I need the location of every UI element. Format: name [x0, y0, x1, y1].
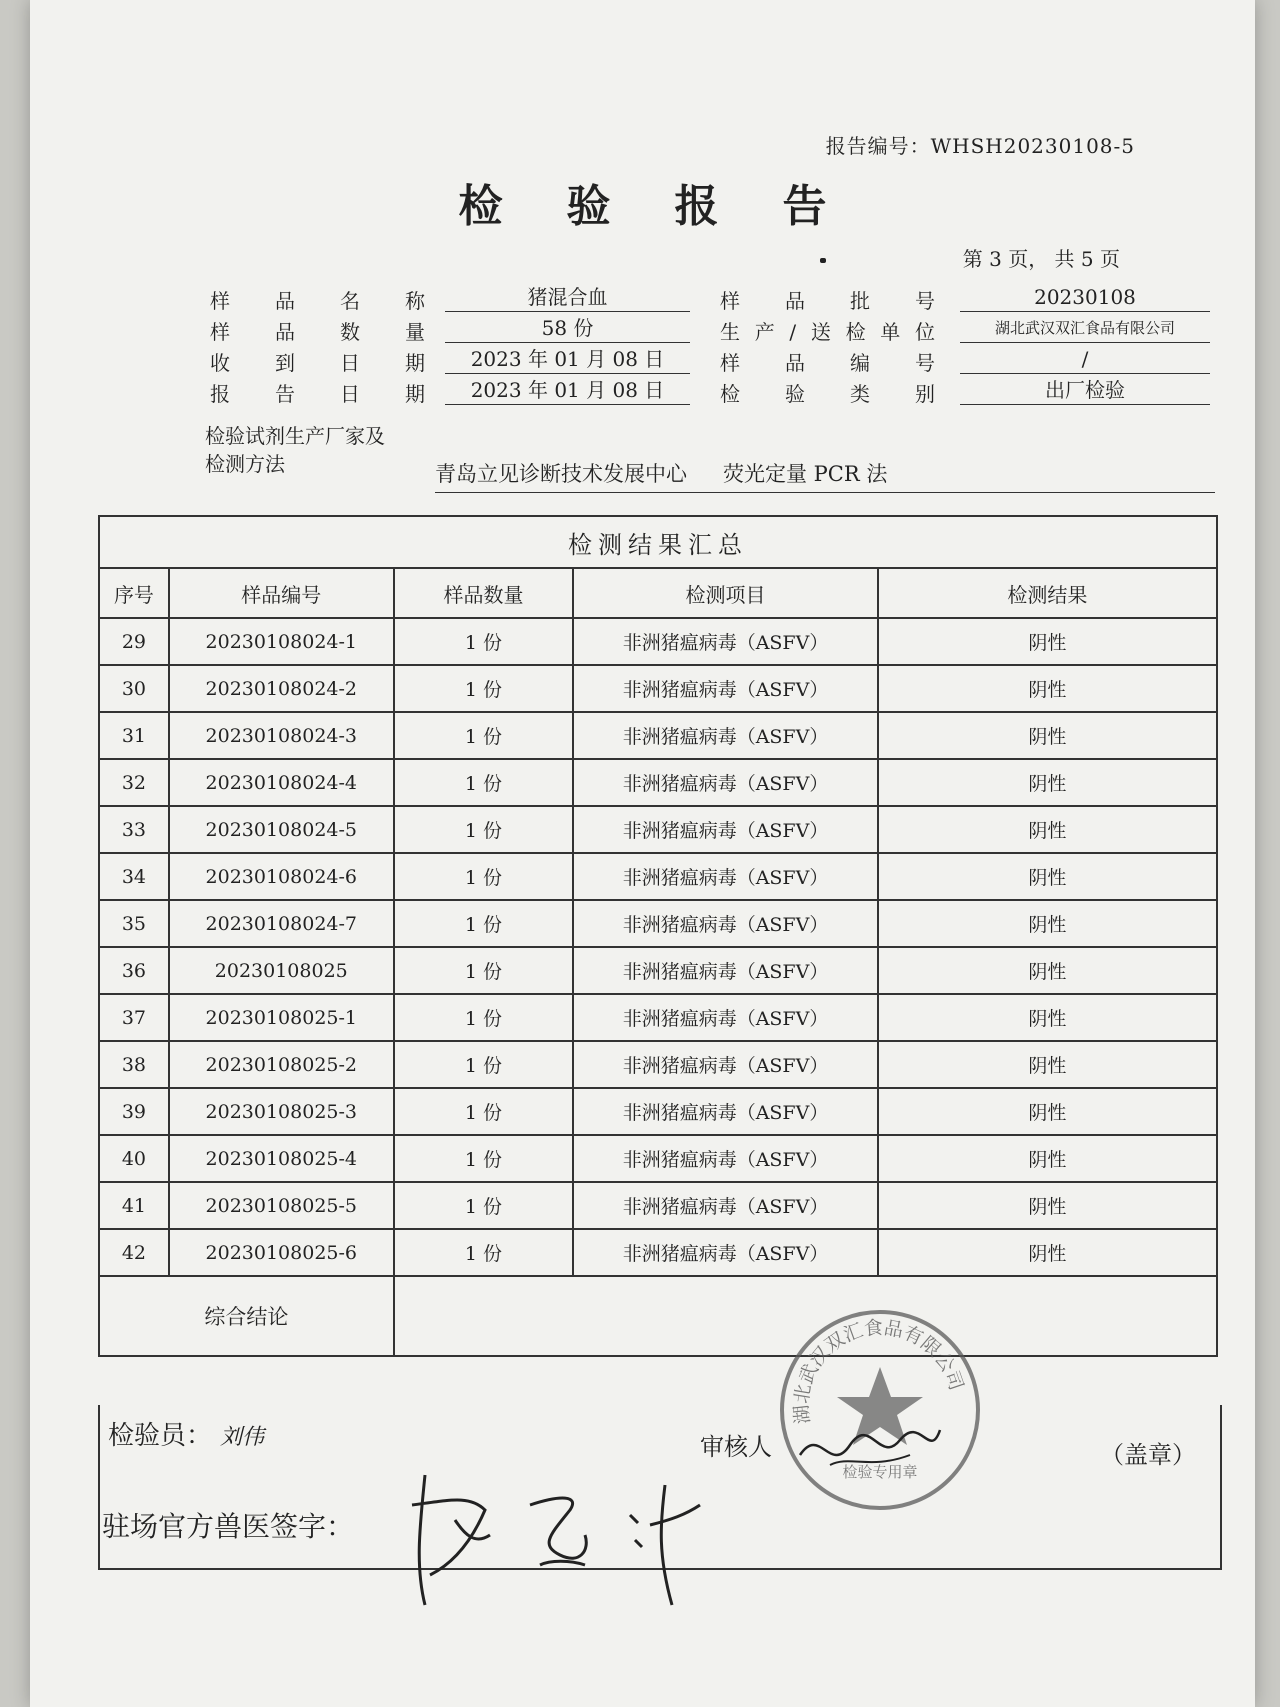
reviewer-signature: [790, 1415, 950, 1485]
test-result: 阴性: [878, 1229, 1217, 1276]
sample-number: 20230108024-5: [169, 806, 394, 853]
conclusion-label: 综合结论: [99, 1276, 394, 1356]
manufacturer: 青岛立见诊断技术发展中心: [435, 462, 687, 486]
sample-quantity: 1 份: [394, 994, 574, 1041]
test-result: 阴性: [878, 759, 1217, 806]
header-cell: 检测结果: [878, 568, 1217, 618]
row-index: 41: [99, 1182, 169, 1229]
test-item: 非洲猪瘟病毒（ASFV）: [573, 1135, 877, 1182]
sample-number: 20230108024-4: [169, 759, 394, 806]
table-row: [99, 618, 1217, 665]
test-item: 非洲猪瘟病毒（ASFV）: [573, 1229, 877, 1276]
row-index: 40: [99, 1135, 169, 1182]
ink-dot: [820, 258, 826, 263]
test-result: 阴性: [878, 1041, 1217, 1088]
seal-note: （盖章）: [1100, 1441, 1196, 1469]
test-result: 阴性: [878, 665, 1217, 712]
sample-quantity: 1 份: [394, 618, 574, 665]
table-body: [99, 618, 1217, 1276]
quantity-label: 样品数量: [210, 320, 425, 344]
sample-quantity: 1 份: [394, 947, 574, 994]
sample-number: 20230108024-7: [169, 900, 394, 947]
seal-text: 湖北武汉双汇食品有限公司: [790, 1316, 968, 1426]
test-result: 阴性: [878, 853, 1217, 900]
category-label: 检验类别: [720, 382, 935, 406]
results-table: [98, 515, 1218, 1357]
sample-quantity: 1 份: [394, 1041, 574, 1088]
test-item: 非洲猪瘟病毒（ASFV）: [573, 1182, 877, 1229]
header-cell: 样品数量: [394, 568, 574, 618]
test-item: 非洲猪瘟病毒（ASFV）: [573, 994, 877, 1041]
batch-label: 样品批号: [720, 289, 935, 313]
inspector-signature: 刘伟: [220, 1425, 265, 1450]
info-row: [180, 345, 1220, 376]
sample-quantity: 1 份: [394, 712, 574, 759]
row-index: 32: [99, 759, 169, 806]
results-title: 检测结果汇总: [99, 516, 1217, 568]
test-result: 阴性: [878, 900, 1217, 947]
test-item: 非洲猪瘟病毒（ASFV）: [573, 1088, 877, 1135]
report-date-value: 2023 年 01 月 08 日: [445, 376, 690, 405]
row-index: 34: [99, 853, 169, 900]
test-item: 非洲猪瘟病毒（ASFV）: [573, 665, 877, 712]
header-cell: 样品编号: [169, 568, 394, 618]
test-result: 阴性: [878, 1088, 1217, 1135]
report-date-label: 报告日期: [210, 382, 425, 406]
row-index: 42: [99, 1229, 169, 1276]
test-result: 阴性: [878, 806, 1217, 853]
vet-signature-label: 驻场官方兽医签字：: [102, 1510, 355, 1543]
method-label-line-1: 检验试剂生产厂家及: [205, 424, 385, 448]
sample-number: 20230108025-5: [169, 1182, 394, 1229]
sample-number-label: 样品编号: [720, 351, 935, 375]
row-index: 33: [99, 806, 169, 853]
table-row: [99, 1041, 1217, 1088]
received-date-label: 收到日期: [210, 351, 425, 375]
test-result: 阴性: [878, 712, 1217, 759]
sample-number: 20230108025-6: [169, 1229, 394, 1276]
sample-number: 20230108025-3: [169, 1088, 394, 1135]
test-item: 非洲猪瘟病毒（ASFV）: [573, 853, 877, 900]
producer-value: 湖北武汉双汇食品有限公司: [960, 314, 1210, 343]
report-title: 检验报告: [458, 181, 891, 232]
row-index: 38: [99, 1041, 169, 1088]
sample-number: 20230108024-1: [169, 618, 394, 665]
row-index: 30: [99, 665, 169, 712]
method-label: [205, 422, 385, 478]
report-number-label: 报告编号：: [825, 134, 931, 158]
vet-signature: [410, 1465, 730, 1615]
sample-number: 20230108024-2: [169, 665, 394, 712]
table-row: [99, 1229, 1217, 1276]
category-value: 出厂检验: [960, 376, 1210, 405]
header-cell: 序号: [99, 568, 169, 618]
table-header: [99, 568, 1217, 618]
row-index: 39: [99, 1088, 169, 1135]
inspector-label: 检验员：: [108, 1421, 213, 1451]
sample-quantity: 1 份: [394, 900, 574, 947]
inspector: [108, 1415, 264, 1452]
sample-number: 20230108024-3: [169, 712, 394, 759]
sample-quantity: 1 份: [394, 853, 574, 900]
reviewer-label: 审核人: [700, 1433, 772, 1461]
test-result: 阴性: [878, 618, 1217, 665]
sample-quantity: 1 份: [394, 1088, 574, 1135]
report-number: [826, 130, 1135, 159]
sample-number: 20230108024-6: [169, 853, 394, 900]
test-result: 阴性: [878, 947, 1217, 994]
row-index: 37: [99, 994, 169, 1041]
test-item: 非洲猪瘟病毒（ASFV）: [573, 900, 877, 947]
test-result: 阴性: [878, 1135, 1217, 1182]
table-row: [99, 1135, 1217, 1182]
header-cell: 检测项目: [573, 568, 877, 618]
test-item: 非洲猪瘟病毒（ASFV）: [573, 759, 877, 806]
quantity-value: 58 份: [445, 314, 690, 343]
sample-quantity: 1 份: [394, 806, 574, 853]
conclusion-row: [99, 1276, 1217, 1356]
table-row: [99, 1182, 1217, 1229]
table-row: [99, 665, 1217, 712]
producer-label: 生产/送检单位: [720, 320, 935, 344]
table-row: [99, 947, 1217, 994]
row-index: 29: [99, 618, 169, 665]
sample-quantity: 1 份: [394, 1135, 574, 1182]
row-index: 31: [99, 712, 169, 759]
table-row: [99, 759, 1217, 806]
table-row: [99, 900, 1217, 947]
seal-subtext: 检验专用章: [842, 1463, 918, 1481]
sample-quantity: 1 份: [394, 1229, 574, 1276]
sample-number: 20230108025-1: [169, 994, 394, 1041]
test-result: 阴性: [878, 1182, 1217, 1229]
batch-value: 20230108: [960, 283, 1210, 312]
received-date-value: 2023 年 01 月 08 日: [445, 345, 690, 374]
info-row: [180, 376, 1220, 407]
report-page: [30, 0, 1255, 1707]
test-item: 非洲猪瘟病毒（ASFV）: [573, 947, 877, 994]
sample-quantity: 1 份: [394, 759, 574, 806]
row-index: 35: [99, 900, 169, 947]
page-info: 第 3 页， 共 5 页: [962, 247, 1120, 271]
info-row: [180, 283, 1220, 314]
sample-number: 20230108025: [169, 947, 394, 994]
test-item: 非洲猪瘟病毒（ASFV）: [573, 712, 877, 759]
sample-quantity: 1 份: [394, 665, 574, 712]
sample-quantity: 1 份: [394, 1182, 574, 1229]
table-row: [99, 806, 1217, 853]
report-number-value: WHSH20230108-5: [930, 134, 1135, 158]
table-row: [99, 1088, 1217, 1135]
sample-info: [180, 283, 1220, 407]
test-item: 非洲猪瘟病毒（ASFV）: [573, 618, 877, 665]
sample-number-value: /: [960, 345, 1210, 374]
sample-name-label: 样品名称: [210, 289, 425, 313]
table-row: [99, 712, 1217, 759]
test-result: 阴性: [878, 994, 1217, 1041]
table-row: [99, 853, 1217, 900]
sample-number: 20230108025-4: [169, 1135, 394, 1182]
sample-number: 20230108025-2: [169, 1041, 394, 1088]
test-item: 非洲猪瘟病毒（ASFV）: [573, 806, 877, 853]
detection-method: 荧光定量 PCR 法: [723, 462, 888, 486]
info-row: [180, 314, 1220, 345]
sample-name-value: 猪混合血: [445, 283, 690, 312]
table-row: [99, 994, 1217, 1041]
method-value: [435, 458, 1215, 493]
method-label-line-2: 检测方法: [205, 452, 285, 476]
row-index: 36: [99, 947, 169, 994]
test-item: 非洲猪瘟病毒（ASFV）: [573, 1041, 877, 1088]
